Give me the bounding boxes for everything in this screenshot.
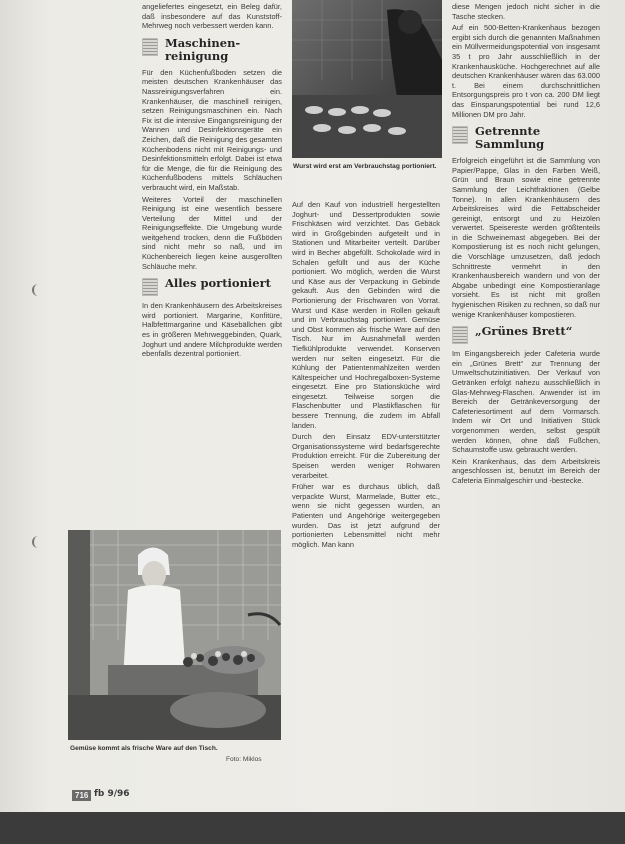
heading-text: Getrennte Sammlung <box>475 124 545 152</box>
paragraph: Auf den Kauf von industriell hergestellten Joghurt- und Dessertprodukten sowie Frischkäsen wird verzichtet. Das Gebäck wird in Großgebinden aufgeteilt und in Stationen und Mitarbeiter verteilt. Darüber wird in Becher abgefüllt. Schokolade wird in Schalen gefüllt und aus der Küche portioniert. Wo möglich, werden die Wurst und Käse aus der Verpackung in Gebinde gekauft. Aus den Gebinden wird die Portionierung der Frischwaren von Vorrat. Wurst und Käse werden in Rollen gekauft und im Verbrauchstag portioniert. Gemüse und Obst kommen als frische Ware auf den Tisch. Nur im Ausnahmefall werden Tiefkühlprodukte verwendet. Konserven werden nur selten eingesetzt. Für die Kühlung der Patientenmahlzeiten werden Kältespeicher und Hochregalboxen-Systeme eingesetzt. Eine pro Stationsküche wird eingesetzt. Teilweise sorgen die Flaschenbutter und Plastikflaschen für bessere Trennung, die zudem im Abfall landen. <box>292 200 440 430</box>
page-number: 716 <box>72 790 91 801</box>
paragraph: Erfolgreich eingeführt ist die Sammlung von Papier/Pappe, Glas in den Farben Weiß, Grün und Braun sowie eine getrennte Sammlung der Leichtfraktionen (Gelbe Tonne). In allen Krankenhäusern des Arbeitskreises wird die Fettabscheider gereinigt, entsorgt und zu Heizölen verwertet. Speisereste werden größtenteils in die Schweinemast abgegeben. Bei der Kompostierung ist es noch nicht gelungen, die Vorschläge umzusetzen, daß jedoch Schnittreste vermehrt in den Krankenhausbereich wandern und von der Abgabe unbedingt eine Kompostieranlage vorsieht. Es ist nicht mit großen hygienischen Risiken zu rechnen, so daß nur wenige Krankenhäuser kompostieren. <box>452 156 600 319</box>
paragraph: Weiteres Vorteil der maschinellen Reinigung ist eine wesentlich bessere Verteilung der Mittel und der Reinigungseffekte. Die Umgebung wurde weitgehend trocken, denn die Fußböden sind nicht mehr so naß, und im Küchenbereich liegen keine ausgerollten Schläuche mehr. <box>142 194 282 271</box>
paragraph: Früher war es durchaus üblich, daß verpackte Wurst, Marmelade, Butter etc., wenn sie nicht gegessen wurden, an Patienten und Angehörige weitergegeben wurden. Das ist jetzt aufgrund der portionierten Lebensmittel nicht mehr möglich. Man kann <box>292 482 440 549</box>
paragraph: Durch den Einsatz EDV-unterstützter Organisationssysteme wird bedarfsgerechte Produktion erreicht. Für die Zubereitung der Speisen werden weniger Rohwaren verarbeitet. <box>292 432 440 480</box>
heading-marker-icon <box>142 38 158 56</box>
heading-marker-icon <box>142 278 158 296</box>
paragraph: In den Krankenhäusern des Arbeitskreises wird portioniert. Margarine, Konfitüre, Halbfettmargarine und Käsebällchen gibt es in größeren Mehrweggebinden, Quark, Joghurt und andere Milchprodukte werden ebenfalls dezentral portioniert. <box>142 301 282 359</box>
photo-sausage-portioning <box>292 0 442 158</box>
section-heading-gruenes-brett <box>452 325 600 344</box>
column-2 <box>292 200 440 551</box>
paragraph: Kein Krankenhaus, das dem Arbeitskreis angeschlossen ist, benutzt im Bereich der Cafeteria Einmalgeschirr und -bestecke. <box>452 456 600 485</box>
heading-text: Maschinen- reinigung <box>165 35 241 63</box>
paragraph: Auf ein 500-Betten-Krankenhaus bezogen ergibt sich durch die genannten Maßnahmen ein Müllvermeidungspotential von insgesamt 35 t pro Jahr ausschließlich in der Krankenhausküche. Hochgerechnet auf alle deutschen Krankenhäuser wären das 63.000 t. Bei einem durchschnittlichen Entsorgungspreis pro t von ca. 200 DM liegt das Einsparungspotential bei rund 12,6 Millionen DM pro Jahr. <box>452 23 600 119</box>
heading-text: „Grünes Brett“ <box>475 324 573 339</box>
paragraph: angeliefertes eingesetzt, ein Beleg dafür, daß insbesondere auf das Kunststoff-Mehrweg noch verbessert werden kann. <box>142 2 282 31</box>
column-1 <box>142 2 282 361</box>
paragraph: Für den Küchenfußboden setzen die meisten deutschen Krankenhäuser das Nassreinigungsverfahren ein. Krankenhäuser, die maschinell reinigen, setzen Reinigungsmaschinen ein. Nach Fix ist die intensive Eingangsreinigung der Wannen und Desinfektionsgeräte ein Zeichen, daß die Reinigung des gesamten Küchenbodens nicht mit Reinigungs- und Desinfektionsmitteln erfolgt. Dabei ist etwa für die Menge, die für die Reinigung des Küchenfußbodens mittels Schläuchen verbraucht wird, ein Maßstab. <box>142 67 282 192</box>
scan-shadow-band <box>0 812 625 844</box>
section-heading-getrennte-sammlung <box>452 125 600 151</box>
heading-marker-icon <box>452 326 468 344</box>
heading-text: Alles portioniert <box>165 276 271 291</box>
column-3 <box>452 2 600 488</box>
photo-vegetable-kitchen <box>68 530 281 740</box>
section-heading-maschinenreinigung <box>142 37 282 63</box>
paragraph: Im Eingangsbereich jeder Cafeteria wurde ein „Grünes Brett“ zur Trennung der Umweltschutzinitiativen. Der Verkauf von Getränken erfolgt nahezu ausschließlich in Glas-Mehrweg-Flaschen. Anwender ist im Bereich der Getränkeversorgung der Cafeteriesortiment auf dem Vormarsch. Indem wir Ort und Initiativen Stück vorgenommen werden, selbst gespült werden können, ohne daß Fußchen, Schaumstoffe usw. gebraucht werden. <box>452 349 600 455</box>
paragraph: diese Mengen jedoch nicht sicher in die Tasche stecken. <box>452 2 600 21</box>
photo-caption: Wurst wird erst am Verbrauchstag portioniert. <box>293 163 437 170</box>
binder-hole-icon <box>32 536 41 548</box>
section-heading-alles-portioniert <box>142 277 282 296</box>
photo-caption: Gemüse kommt als frische Ware auf den Tisch. <box>70 745 218 752</box>
photo-credit: Foto: Miklos <box>226 756 262 763</box>
heading-marker-icon <box>452 126 468 144</box>
binder-hole-icon <box>32 284 41 296</box>
magazine-issue: fb 9/96 <box>94 789 130 799</box>
